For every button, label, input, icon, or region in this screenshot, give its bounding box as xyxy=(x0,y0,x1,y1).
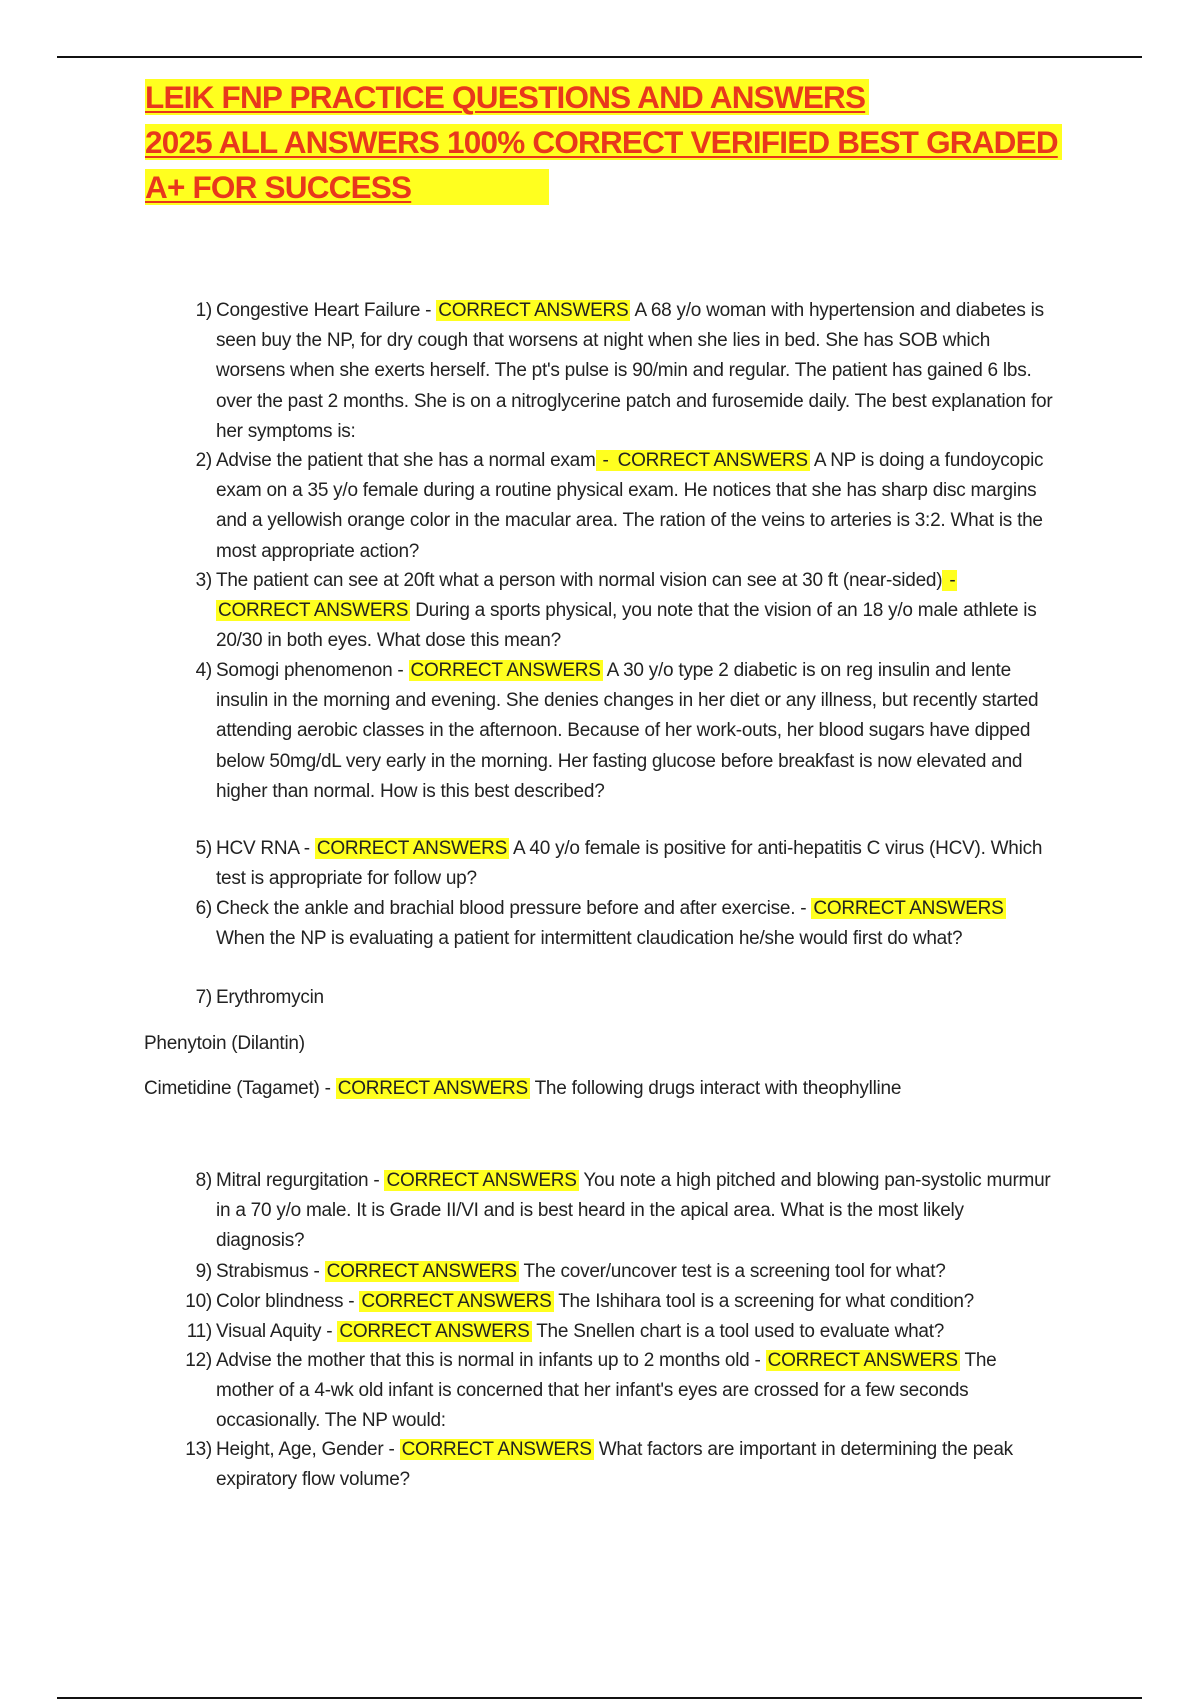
answer-text: Height, Age, Gender xyxy=(216,1439,384,1460)
answer-text: Phenytoin (Dilantin) xyxy=(144,1033,305,1054)
answer-text: Somogi phenomenon xyxy=(216,660,393,681)
top-rule xyxy=(57,56,1142,58)
continuation-line: Cimetidine (Tagamet) - CORRECT ANSWERS The following drugs interact with theophylline xyxy=(144,1078,902,1099)
question-number: 9) xyxy=(195,1261,212,1282)
question-text: A 40 y/o female is positive for anti-hepatitis C virus (HCV). Which test is appropriate for follow up? xyxy=(216,838,1043,890)
answer-text: Strabismus xyxy=(216,1261,309,1282)
question-number: 2) xyxy=(195,450,212,471)
question-text: The Snellen chart is a tool used to evaluate what? xyxy=(536,1321,945,1342)
question-item: 5) HCV RNA - CORRECT ANSWERS A 40 y/o female is positive for anti-hepatitis C virus (HCV). Which test is appropriate for follow up? xyxy=(216,834,1056,894)
answer-text: Advise the mother that this is normal in infants up to 2 months old xyxy=(216,1350,750,1371)
question-number: 4) xyxy=(195,660,212,681)
correct-answers-label: CORRECT ANSWERS xyxy=(401,1439,592,1460)
question-item: 13) Height, Age, Gender - CORRECT ANSWERS What factors are important in determining the peak expiratory flow volume? xyxy=(216,1435,1056,1495)
question-text: You note a high pitched and blowing pan-systolic murmur in a 70 y/o male. It is Grade II/VI and is best heard in the apical area. What is the most likely diagnosis? xyxy=(216,1170,1051,1252)
question-text: During a sports physical, you note that the vision of an 18 y/o male athlete is 20/30 in both eyes. What dose this mean? xyxy=(216,600,1037,652)
bottom-rule xyxy=(57,1697,1142,1699)
question-text: A 30 y/o type 2 diabetic is on reg insulin and lente insulin in the morning and evening. She denies changes in her diet or any illness, but recently started attending aerobic classes in the afternoon. Because of her work-outs, her blood sugars have dipped below 50mg/dL very early in the morning. Her fasting glucose before breakfast is now elevated and higher than normal. How is this best described? xyxy=(216,660,1039,802)
question-text: When the NP is evaluating a patient for intermittent claudication he/she would first do what? xyxy=(216,928,963,950)
answer-text: Check the ankle and brachial blood pressure before and after exercise. xyxy=(216,898,796,919)
question-number: 3) xyxy=(195,570,212,591)
correct-answers-label: CORRECT ANSWERS xyxy=(438,300,629,321)
continuation-line xyxy=(144,1029,305,1059)
answer-text: Visual Aquity xyxy=(216,1321,322,1342)
question-number: 8) xyxy=(195,1170,212,1191)
correct-answers-label: CORRECT ANSWERS xyxy=(337,1078,528,1099)
question-number: 1) xyxy=(195,300,212,321)
answer-text: Cimetidine (Tagamet) xyxy=(144,1078,320,1099)
answer-text: The patient can see at 20ft what a person with normal vision can see at 30 ft (near-sided) xyxy=(216,570,943,591)
title-line-1: LEIK FNP PRACTICE QUESTIONS AND ANSWERS xyxy=(145,79,869,115)
answer-text: HCV RNA xyxy=(216,838,299,859)
question-item xyxy=(195,983,1056,1013)
question-number: 7) xyxy=(195,987,212,1008)
question-item: 11) Visual Aquity - CORRECT ANSWERS The Snellen chart is a tool used to evaluate what? xyxy=(216,1317,1056,1347)
answer-text: Mitral regurgitation xyxy=(216,1170,369,1191)
title-line-2: 2025 ALL ANSWERS 100% CORRECT VERIFIED BEST GRADED xyxy=(145,124,1062,160)
correct-answers-label: CORRECT ANSWERS xyxy=(617,450,808,471)
question-number: 10) xyxy=(185,1291,212,1312)
question-text: The mother of a 4-wk old infant is concerned that her infant's eyes are crossed for a few seconds occasionally. The NP would: xyxy=(216,1350,997,1432)
question-item: 2) Advise the patient that she has a normal exam - CORRECT ANSWERS A NP is doing a fundoycopic exam on a 35 y/o female during a routine physical exam. He notices that she has sharp disc margins and a yellowish orange color in the macular area. The ration of the veins to arteries is 3:2. What is the most appropriate action? xyxy=(216,446,1056,567)
answer-text: Color blindness xyxy=(216,1291,344,1312)
question-item: 3) The patient can see at 20ft what a person with normal vision can see at 30 ft (near-sided) - CORRECT ANSWERS During a sports physical, you note that the vision of an 18 y/o male athlete is 20/30 in both eyes. What dose this mean? xyxy=(216,566,1056,657)
correct-answers-label: CORRECT ANSWERS xyxy=(813,898,1004,919)
correct-answers-label: CORRECT ANSWERS xyxy=(386,1170,577,1191)
question-text: A NP is doing a fundoycopic exam on a 35 y/o female during a routine physical exam. He notices that she has sharp disc margins and a yellowish orange color in the macular area. The ration of the veins to arteries is 3:2. What is the most appropriate action? xyxy=(216,450,1044,562)
question-item: 10) Color blindness - CORRECT ANSWERS The Ishihara tool is a screening for what condition? xyxy=(216,1287,1056,1317)
question-item: 4) Somogi phenomenon - CORRECT ANSWERS A 30 y/o type 2 diabetic is on reg insulin and lente insulin in the morning and evening. She denies changes in her diet or any illness, but recently started attending aerobic classes in the afternoon. Because of her work-outs, her blood sugars have dipped below 50mg/dL very early in the morning. Her fasting glucose before breakfast is now elevated and higher than normal. How is this best described? xyxy=(216,656,1056,807)
question-item: 9) Strabismus - CORRECT ANSWERS The cover/uncover test is a screening tool for what? xyxy=(216,1257,1056,1287)
question-number: 12) xyxy=(185,1350,212,1371)
correct-answers-label: CORRECT ANSWERS xyxy=(339,1321,530,1342)
question-number: 6) xyxy=(195,898,212,919)
question-item: 12) Advise the mother that this is normal in infants up to 2 months old - CORRECT ANSWERS The mother of a 4-wk old infant is concerned that her infant's eyes are crossed for a few seconds occasionally. The NP would: xyxy=(216,1346,1056,1437)
document-title xyxy=(145,75,1065,210)
question-text: What factors are important in determining the peak expiratory flow volume? xyxy=(216,1439,1013,1491)
correct-answers-label: CORRECT ANSWERS xyxy=(767,1350,958,1371)
correct-answers-label: CORRECT ANSWERS xyxy=(326,1261,517,1282)
question-number: 11) xyxy=(186,1321,212,1342)
question-item: 8) Mitral regurgitation - CORRECT ANSWERS You note a high pitched and blowing pan-systolic murmur in a 70 y/o male. It is Grade II/VI and is best heard in the apical area. What is the most likely diagnosis? xyxy=(216,1166,1056,1257)
question-item: 1) Congestive Heart Failure - CORRECT ANSWERS A 68 y/o woman with hypertension and diabetes is seen buy the NP, for dry cough that worsens at night when she lies in bed. She has SOB which worsens when she exerts herself. The pt's pulse is 90/min and regular. The patient has gained 6 lbs. over the past 2 months. She is on a nitroglycerine patch and furosemide daily. The best explanation for her symptoms is: xyxy=(216,296,1056,447)
question-number: 5) xyxy=(195,838,212,859)
question-text: A 68 y/o woman with hypertension and diabetes is seen buy the NP, for dry cough that worsens at night when she lies in bed. She has SOB which worsens when she exerts herself. The pt's pulse is 90/min and regular. The patient has gained 6 lbs. over the past 2 months. She is on a nitroglycerine patch and furosemide daily. The best explanation for her symptoms is: xyxy=(216,300,1053,442)
correct-answers-label: CORRECT ANSWERS xyxy=(361,1291,552,1312)
correct-answers-label: CORRECT ANSWERS xyxy=(410,660,601,681)
question-text: The following drugs interact with theophylline xyxy=(534,1078,902,1099)
question-item: 6) Check the ankle and brachial blood pressure before and after exercise. - CORRECT ANSWERS When the NP is evaluating a patient for intermittent claudication he/she would first do what? xyxy=(216,894,1056,954)
question-text: The Ishihara tool is a screening for what condition? xyxy=(558,1291,975,1312)
correct-answers-label: CORRECT ANSWERS xyxy=(218,600,409,622)
answer-text: Erythromycin xyxy=(216,987,324,1008)
correct-answers-label: CORRECT ANSWERS xyxy=(316,838,508,859)
answer-text: Congestive Heart Failure xyxy=(216,300,421,321)
title-line-3: A+ FOR SUCCESS xyxy=(145,169,549,205)
question-text: The cover/uncover test is a screening tool for what? xyxy=(523,1261,946,1282)
question-number: 13) xyxy=(185,1439,212,1460)
answer-text: Advise the patient that she has a normal exam xyxy=(216,450,596,471)
